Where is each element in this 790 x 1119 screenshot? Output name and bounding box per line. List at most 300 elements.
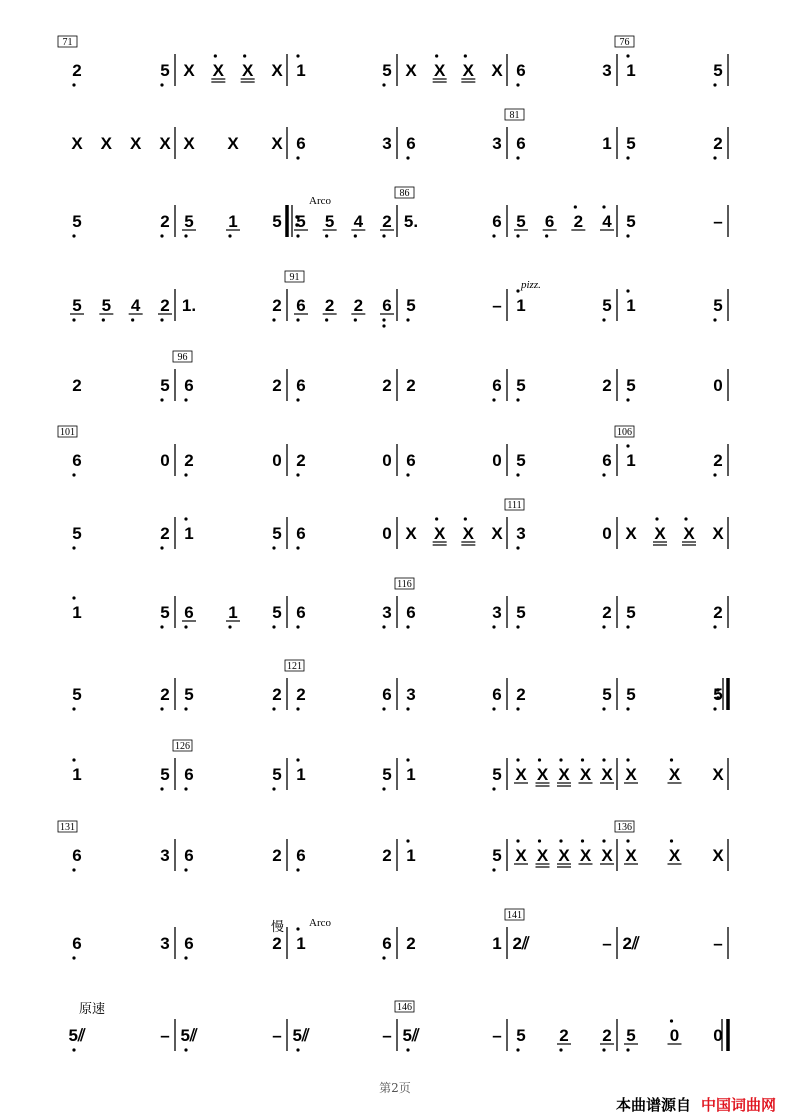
note: 6 [184,846,194,865]
note: 6 [296,134,306,153]
low-octave-dot [516,156,519,159]
note: 5⫽ [292,1026,310,1045]
note: 5 [492,846,502,865]
low-octave-dot [296,234,299,237]
note: – [713,212,723,231]
note: 3 [160,934,170,953]
note: 5 [626,1026,636,1045]
note: 3 [492,603,502,622]
low-octave-dot [516,398,519,401]
low-octave-dot [516,707,519,710]
low-octave-dot [406,625,409,628]
note: 2 [272,376,282,395]
low-octave-dot [184,868,187,871]
note: 2 [272,685,282,704]
note: 5 [406,296,416,315]
note: 0 [272,451,282,470]
high-octave-dot [538,758,541,761]
note: X [536,765,549,784]
note: 0 [160,451,170,470]
low-octave-dot [72,956,75,959]
note: X [601,846,613,865]
note: 6 [72,934,82,953]
low-octave-dot [72,546,75,549]
note: 1 [516,296,526,315]
note: 5 [382,765,392,784]
note: 1 [406,846,416,865]
low-octave-dot [296,1048,299,1051]
high-octave-dot [516,839,519,842]
low-octave-dot [382,324,385,327]
low-octave-dot [492,707,495,710]
low-octave-dot [626,398,629,401]
high-octave-dot [516,758,519,761]
note: 5 [713,61,723,80]
note: X [654,524,666,543]
note: X [271,61,283,80]
note: 1 [72,603,82,622]
note: 2 [184,451,194,470]
high-octave-dot [626,54,629,57]
low-octave-dot [131,318,134,321]
note: 2 [72,61,82,80]
note: 5 [602,685,612,704]
low-octave-dot [382,625,385,628]
note: 6 [296,524,306,543]
high-octave-dot [670,1019,673,1022]
high-octave-dot [655,517,658,520]
note: X [558,846,570,865]
note: 5 [713,685,723,704]
note: X [491,524,503,543]
tempo-slow-marking: 慢 [271,920,285,935]
note: 5 [324,212,335,231]
note: 5 [626,212,636,231]
note: 5 [184,685,194,704]
low-octave-dot [72,234,75,237]
high-octave-dot [516,289,519,292]
low-octave-dot [516,1048,519,1051]
high-octave-dot [581,839,584,842]
note: 2 [160,212,170,231]
note: 1 [626,61,636,80]
note: 2 [382,212,392,231]
note: 6 [382,296,392,315]
low-octave-dot [160,398,163,401]
measure-number: 131 [60,822,75,833]
note: 5 [272,524,282,543]
low-octave-dot [382,956,385,959]
note: 2 [324,296,335,315]
measure-number: 106 [617,427,632,438]
low-octave-dot [272,625,275,628]
note: 2 [382,846,392,865]
low-octave-dot [626,234,629,237]
note: 1 [406,765,416,784]
low-octave-dot [184,787,187,790]
note: 1 [72,765,82,784]
note: – [492,296,502,315]
high-octave-dot [602,205,605,208]
note: X [668,765,681,784]
low-octave-dot [406,1048,409,1051]
low-octave-dot [406,473,409,476]
low-octave-dot [354,318,357,321]
note: 5⫽ [180,1026,198,1045]
low-octave-dot [382,234,385,237]
low-octave-dot [492,868,495,871]
note: 2⫽ [622,934,640,953]
note: X [183,134,195,153]
note: 5⫽ [402,1026,420,1045]
note: 2 [406,376,416,395]
footer-source-text: 本曲谱源自 [615,1096,691,1114]
note: 3 [406,685,416,704]
note: 2⫽ [512,934,530,953]
note: 5 [160,603,170,622]
low-octave-dot [228,625,231,628]
note: 4 [353,212,364,231]
note: 2 [72,376,82,395]
measure-number: 71 [62,37,73,48]
measure-number: 121 [287,661,302,672]
note: 3 [602,61,612,80]
low-octave-dot [228,234,231,237]
note: 1 [228,212,238,231]
note: 5 [72,212,82,231]
note: 6 [516,134,526,153]
note: X [271,134,283,153]
low-octave-dot [160,234,163,237]
low-octave-dot [184,1048,187,1051]
note: X [579,846,592,865]
note: 1 [492,934,502,953]
note: X [159,134,171,153]
measure-number: 136 [617,822,632,833]
low-octave-dot [626,625,629,628]
low-octave-dot [545,234,548,237]
note: X [100,134,113,153]
high-octave-dot [670,839,673,842]
note: 5 [626,376,636,395]
high-octave-dot [670,758,673,761]
low-octave-dot [382,83,385,86]
low-octave-dot [72,473,75,476]
low-octave-dot [382,707,385,710]
high-octave-dot [406,758,409,761]
low-octave-dot [296,156,299,159]
note: 0 [713,1026,723,1045]
high-octave-dot [435,517,438,520]
note: 2 [353,296,364,315]
note: 6 [602,451,612,470]
note: 6 [492,685,502,704]
pizz-marking: pizz. [521,279,541,291]
low-octave-dot [272,318,275,321]
note: X [515,765,527,784]
note: 6 [492,212,502,231]
measure-number: 146 [397,1002,412,1013]
high-octave-dot [435,54,438,57]
note: 1 [296,765,306,784]
note: 2 [573,212,584,231]
note: – [492,1026,502,1045]
page-number: 第2页 [379,1081,411,1095]
low-octave-dot [184,398,187,401]
note: – [272,1026,282,1045]
note: 6 [406,134,416,153]
note: 2 [272,846,282,865]
arco-marking: Arco [309,917,331,929]
high-octave-dot [626,289,629,292]
high-octave-dot [464,517,467,520]
low-octave-dot [160,546,163,549]
note: 6 [406,451,416,470]
note: 6 [406,603,416,622]
note: 5 [101,296,112,315]
note: 2 [516,685,526,704]
note: 6 [296,376,306,395]
note: 3 [382,134,392,153]
low-octave-dot [184,625,187,628]
note: 5 [296,212,306,231]
note: 6 [296,846,306,865]
note: 2 [272,296,282,315]
note: 5 [382,61,392,80]
note: X [683,524,695,543]
note: 6 [296,296,306,315]
low-octave-dot [296,546,299,549]
note: 5. [403,212,419,231]
low-octave-dot [516,234,519,237]
low-octave-dot [272,707,275,710]
low-octave-dot [559,1048,562,1051]
low-octave-dot [516,473,519,476]
measure-number: 141 [507,910,522,921]
low-octave-dot [72,83,75,86]
low-octave-dot [602,707,605,710]
note: 2 [272,934,282,953]
low-octave-dot [72,1048,75,1051]
note: 5⫽ [68,1026,86,1045]
measure-number: 81 [509,110,520,121]
note: X [625,765,637,784]
low-octave-dot [184,707,187,710]
low-octave-dot [406,707,409,710]
low-octave-dot [406,318,409,321]
note: 5 [626,134,636,153]
low-octave-dot [272,787,275,790]
note: 6 [184,376,194,395]
high-octave-dot [464,54,467,57]
low-octave-dot [184,234,187,237]
measure-number: 86 [399,188,410,199]
source-footer [616,1094,776,1115]
note: X [491,61,503,80]
high-octave-dot [296,54,299,57]
low-octave-dot [296,707,299,710]
note: X [405,524,417,543]
note: 6 [184,934,194,953]
low-octave-dot [492,234,495,237]
low-octave-dot [160,318,163,321]
low-octave-dot [160,83,163,86]
low-octave-dot [713,83,716,86]
low-octave-dot [713,707,716,710]
note: 2 [296,685,306,704]
note: 5 [272,603,282,622]
note: – [713,934,723,953]
note: 2 [160,524,170,543]
note: 5 [160,765,170,784]
note: 2 [160,296,170,315]
note: 6 [72,451,82,470]
note: – [160,1026,170,1045]
low-octave-dot [160,625,163,628]
low-octave-dot [160,787,163,790]
high-octave-dot [684,517,687,520]
low-octave-dot [602,625,605,628]
note: 2 [713,134,723,153]
low-octave-dot [296,868,299,871]
high-octave-dot [581,758,584,761]
note: 6 [382,934,392,953]
high-octave-dot [243,54,246,57]
low-octave-dot [296,473,299,476]
note: 5 [272,212,282,231]
measure-number: 116 [397,579,412,590]
note: 3 [160,846,170,865]
measure-number: 76 [619,37,630,48]
note: – [602,934,612,953]
note: 5 [184,212,194,231]
low-octave-dot [626,707,629,710]
note: 6 [544,212,555,231]
measure-number: 111 [507,500,522,511]
note: X [515,846,527,865]
note: 5 [602,296,612,315]
note: 0 [713,376,723,395]
high-octave-dot [574,205,577,208]
note: 2 [713,451,723,470]
note: 5 [516,451,526,470]
low-octave-dot [325,234,328,237]
low-octave-dot [102,318,105,321]
note: 1 [602,134,612,153]
note: 6 [492,376,502,395]
measure-number: 126 [175,741,190,752]
note: 0 [669,1026,680,1045]
low-octave-dot [713,318,716,321]
note: X [212,61,225,80]
note: X [601,765,613,784]
note: 5 [626,603,636,622]
low-octave-dot [325,318,328,321]
high-octave-dot [559,839,562,842]
note: 0 [492,451,502,470]
note: 5 [72,524,82,543]
note: X [227,134,239,153]
note: 5 [516,376,526,395]
low-octave-dot [296,318,299,321]
low-octave-dot [516,625,519,628]
note: 0 [382,451,392,470]
note: 6 [184,765,194,784]
low-octave-dot [272,546,275,549]
note: 6 [72,846,82,865]
note: 3 [516,524,526,543]
note: 4 [130,296,141,315]
note: 0 [602,524,612,543]
note: 3 [382,603,392,622]
note: 2 [160,685,170,704]
note: 3 [492,134,502,153]
note: X [536,846,549,865]
note: X [183,61,195,80]
note: X [712,765,724,784]
note: 1 [626,451,636,470]
high-octave-dot [406,839,409,842]
high-octave-dot [626,444,629,447]
low-octave-dot [626,156,629,159]
note: 5 [72,685,82,704]
low-octave-dot [602,318,605,321]
note: X [433,524,446,543]
note: X [71,134,83,153]
note: 5 [516,1026,526,1045]
low-octave-dot [382,318,385,321]
note: 6 [516,61,526,80]
high-octave-dot [626,758,629,761]
note: 2 [602,1026,612,1045]
note: 5 [160,376,170,395]
measure-number: 91 [289,272,300,283]
high-octave-dot [559,758,562,761]
note: X [462,524,475,543]
note: 6 [296,603,306,622]
note: 5 [516,212,526,231]
note: 2 [602,603,612,622]
low-octave-dot [713,473,716,476]
low-octave-dot [296,398,299,401]
low-octave-dot [492,398,495,401]
low-octave-dot [713,625,716,628]
note: 4 [602,212,612,231]
low-octave-dot [516,83,519,86]
high-octave-dot [602,839,605,842]
note: X [625,846,637,865]
note: X [712,846,724,865]
note: X [558,765,570,784]
low-octave-dot [626,1048,629,1051]
low-octave-dot [406,156,409,159]
note: 2 [382,376,392,395]
note: X [433,61,446,80]
note: X [668,846,681,865]
measure-number: 101 [60,427,75,438]
note: X [462,61,475,80]
footer-site-link[interactable]: 中国词曲网 [700,1096,776,1114]
note: 6 [382,685,392,704]
low-octave-dot [492,787,495,790]
note: X [625,524,637,543]
note: 2 [602,376,612,395]
high-octave-dot [184,517,187,520]
note: 2 [296,451,306,470]
high-octave-dot [626,839,629,842]
note: 0 [382,524,392,543]
note: X [405,61,417,80]
